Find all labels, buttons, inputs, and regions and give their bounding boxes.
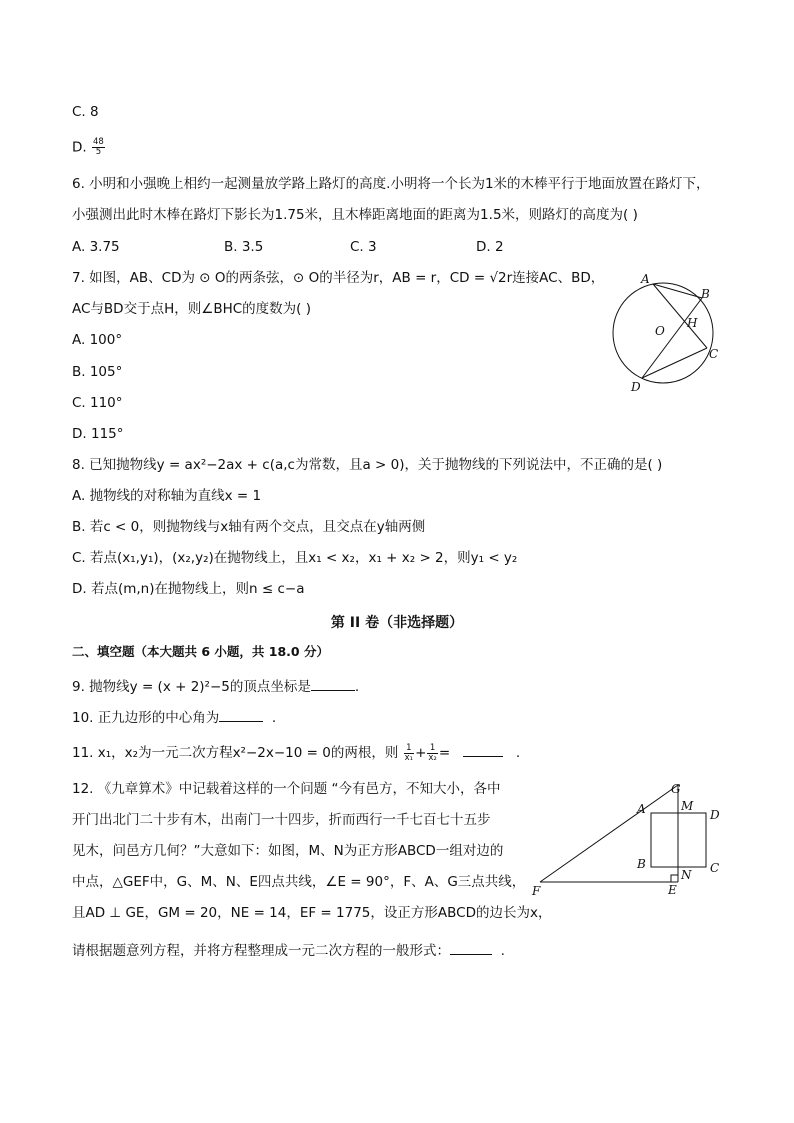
label-o: O	[655, 324, 665, 338]
q10	[72, 707, 276, 727]
label-e: E	[668, 883, 677, 897]
q6-option-b: B. 3.5	[224, 239, 264, 255]
q7-circle-figure	[600, 268, 730, 398]
label-a: A	[637, 802, 646, 816]
q5-option-d-prefix: D.	[72, 139, 87, 156]
label-m: M	[681, 799, 694, 813]
segment-bd	[642, 298, 702, 378]
label-b: B	[701, 287, 710, 301]
chord-cd	[642, 348, 707, 378]
q6-option-a: A. 3.75	[72, 239, 120, 255]
q12-line4: 中点，△GEF中，G、M、N、E四点共线，∠E = 90°，F、A、G三点共线，	[72, 874, 526, 890]
q12-line3: 见木，问邑方几何？”大意如下：如图，M、N为正方形ABCD一组对边的	[72, 843, 504, 859]
label-c: C	[709, 347, 719, 361]
q11-plus: +	[415, 745, 427, 761]
q6-option-c: C. 3	[350, 239, 377, 255]
q8-option-b: B. 若c < 0，则抛物线与x轴有两个交点，且交点在y轴两侧	[72, 519, 426, 535]
q8-option-a: A. 抛物线的对称轴为直线x = 1	[72, 488, 262, 504]
q12-line2: 开门出北门二十步有木，出南门一十四步，折而西行一千七百七十五步	[72, 812, 491, 828]
q9-end: .	[354, 679, 360, 695]
label-d: D	[631, 380, 641, 394]
q6-stem-line1: 6. 小明和小强晚上相约一起测量放学路上路灯的高度.小明将一个长为1米的木棒平行于地面放置在路灯下，	[72, 176, 710, 192]
label-f: F	[532, 884, 541, 898]
fraction-numerator: 1	[404, 744, 414, 754]
q6-options	[72, 238, 504, 256]
q7-stem-line2: AC与BD交于点H，则∠BHC的度数为( )	[72, 301, 311, 317]
label-c: C	[710, 861, 720, 875]
q6-stem-line2: 小强测出此时木棒在路灯下影长为1.75米，且木棒距离地面的距离为1.5米，则路灯的高度为( )	[72, 207, 638, 223]
q11-end: .	[515, 745, 521, 761]
q7-option-a: A. 100°	[72, 332, 123, 348]
label-d: D	[710, 808, 720, 822]
fraction-denominator: 5	[95, 147, 102, 157]
q12-square-figure	[528, 780, 738, 900]
q10-answer-blank[interactable]	[219, 707, 263, 722]
label-g: G	[671, 782, 681, 796]
q5-option-c: C. 8	[72, 104, 99, 120]
q11-fraction-1	[404, 744, 414, 763]
q10-text: 10. 正九边形的中心角为	[72, 710, 220, 726]
label-h: H	[687, 316, 698, 330]
q11-answer-blank[interactable]	[463, 742, 503, 757]
q9-answer-blank[interactable]	[311, 676, 355, 691]
q5-option-d	[72, 138, 106, 157]
q9-text: 9. 抛物线y = (x + 2)²−5的顶点坐标是	[72, 679, 311, 695]
label-n: N	[681, 868, 692, 882]
q11-fraction-2	[427, 744, 437, 763]
q5-option-d-fraction	[92, 138, 105, 157]
right-angle-mark	[671, 875, 678, 882]
q11-text: 11. x₁，x₂为一元二次方程x²−2x−10 = 0的两根，则	[72, 745, 399, 761]
q9	[72, 676, 359, 696]
fraction-denominator: x₁	[404, 752, 414, 763]
fraction-denominator: x₂	[428, 752, 437, 763]
q12-line6	[72, 940, 505, 960]
label-b: B	[637, 857, 646, 871]
q7-option-b: B. 105°	[72, 364, 123, 380]
q8-option-c: C. 若点(x₁,y₁)，(x₂,y₂)在抛物线上，且x₁ < x₂，x₁ + x₂ > 2，则y₁ < y₂	[72, 550, 518, 566]
q7-option-d: D. 115°	[72, 426, 124, 442]
segment-ac	[653, 284, 707, 348]
q10-end: .	[271, 710, 277, 726]
q12-answer-blank[interactable]	[450, 940, 492, 955]
fraction-numerator: 48	[92, 137, 104, 147]
q7-option-c: C. 110°	[72, 395, 123, 411]
fraction-numerator: 1	[427, 744, 437, 754]
q8-stem: 8. 已知抛物线y = ax²−2ax + c(a,c为常数，且a > 0)，关于抛物线的下列说法中，不正确的是( )	[72, 457, 663, 473]
q12-end: .	[500, 943, 505, 959]
section-heading: 二、填空题（本大题共 6 小题，共 18.0 分）	[72, 644, 329, 659]
q12-line5: 且AD ⊥ GE，GM = 20，NE = 14，EF = 1775，设正方形ABCD的边长为x，	[72, 905, 552, 921]
q7-stem-line1: 7. 如图，AB、CD为 ⊙ O的两条弦，⊙ O的半径为r，AB = r，CD = √2r连接AC、BD，	[72, 270, 605, 286]
q11-equals: =	[438, 745, 451, 761]
q6-option-d: D. 2	[476, 239, 504, 255]
section-title: 第 II 卷（非选择题）	[330, 615, 464, 631]
q12-last-text: 请根据题意列方程，并将方程整理成一元二次方程的一般形式：	[72, 943, 450, 959]
q12-line1: 12. 《九章算术》中记载着这样的一个问题 “今有邑方，不知大小，各中	[72, 781, 501, 797]
label-a: A	[641, 272, 650, 286]
q11	[72, 742, 520, 763]
q8-option-d: D. 若点(m,n)在抛物线上，则n ≤ c−a	[72, 581, 305, 597]
chord-ab	[653, 284, 702, 298]
